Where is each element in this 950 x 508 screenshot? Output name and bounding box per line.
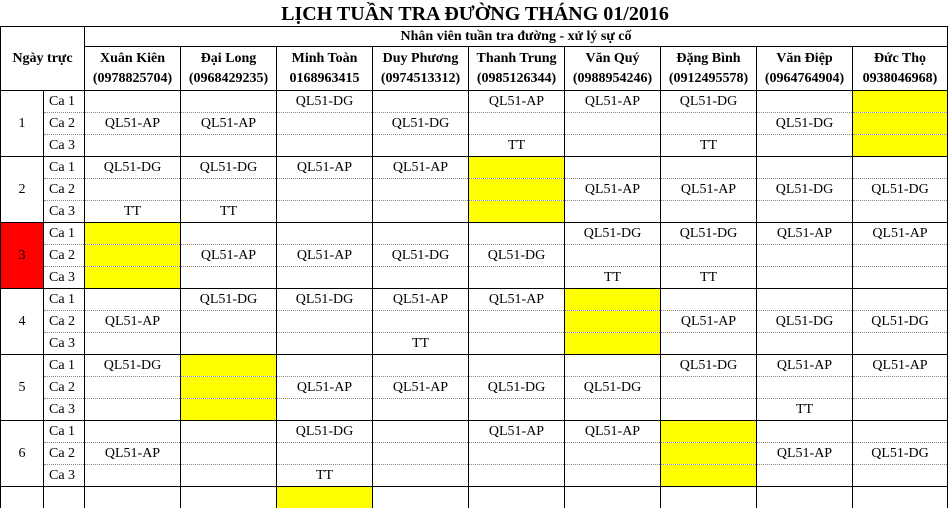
schedule-cell xyxy=(853,91,948,113)
schedule-cell: QL51-AP xyxy=(373,289,469,311)
schedule-cell xyxy=(277,135,373,157)
schedule-cell xyxy=(373,421,469,443)
schedule-cell xyxy=(469,201,565,223)
staff-phone: (0968429235) xyxy=(181,69,276,89)
schedule-cell xyxy=(565,333,661,355)
schedule-cell: QL51-AP xyxy=(661,311,757,333)
staff-group-header: Nhân viên tuần tra đường - xử lý sự cố xyxy=(85,27,948,47)
table-row xyxy=(1,421,948,443)
schedule-cell: QL51-DG xyxy=(469,377,565,399)
shift-label: Ca 1 xyxy=(44,223,85,245)
schedule-cell xyxy=(181,179,277,201)
partial-cell xyxy=(1,487,44,508)
schedule-cell xyxy=(757,421,853,443)
schedule-cell xyxy=(277,179,373,201)
schedule-cell xyxy=(85,91,181,113)
schedule-cell xyxy=(85,179,181,201)
schedule-cell xyxy=(757,289,853,311)
schedule-cell xyxy=(85,245,181,267)
schedule-cell: QL51-DG xyxy=(661,223,757,245)
schedule-cell: QL51-DG xyxy=(277,91,373,113)
schedule-cell xyxy=(853,377,948,399)
staff-header xyxy=(757,47,853,91)
shift-label: Ca 1 xyxy=(44,421,85,443)
schedule-cell: TT xyxy=(373,333,469,355)
schedule-cell xyxy=(181,267,277,289)
schedule-cell: QL51-DG xyxy=(853,179,948,201)
schedule-cell xyxy=(661,443,757,465)
schedule-cell: QL51-AP xyxy=(277,157,373,179)
table-row xyxy=(1,245,948,267)
schedule-cell: QL51-DG xyxy=(469,245,565,267)
schedule-cell xyxy=(853,333,948,355)
schedule-cell xyxy=(853,201,948,223)
schedule-cell: QL51-DG xyxy=(181,157,277,179)
schedule-cell xyxy=(277,355,373,377)
table-row xyxy=(1,113,948,135)
schedule-cell xyxy=(373,465,469,487)
schedule-cell xyxy=(181,223,277,245)
staff-name: Thanh Trung xyxy=(469,49,564,69)
schedule-cell xyxy=(277,113,373,135)
staff-name: Văn Điệp xyxy=(757,49,852,69)
schedule-cell xyxy=(277,399,373,421)
table-row xyxy=(1,201,948,223)
partial-cell xyxy=(373,487,469,508)
schedule-table xyxy=(0,26,948,508)
schedule-cell xyxy=(757,333,853,355)
schedule-cell xyxy=(85,465,181,487)
schedule-cell xyxy=(565,157,661,179)
schedule-cell: QL51-DG xyxy=(277,289,373,311)
schedule-cell xyxy=(181,377,277,399)
schedule-cell xyxy=(757,267,853,289)
shift-label: Ca 3 xyxy=(44,333,85,355)
schedule-cell xyxy=(853,399,948,421)
schedule-cell: QL51-DG xyxy=(661,91,757,113)
schedule-cell xyxy=(277,311,373,333)
shift-label: Ca 3 xyxy=(44,399,85,421)
schedule-cell: QL51-AP xyxy=(757,443,853,465)
schedule-cell: TT xyxy=(277,465,373,487)
schedule-cell: QL51-DG xyxy=(85,157,181,179)
staff-header xyxy=(85,47,181,91)
schedule-cell xyxy=(661,289,757,311)
shift-label: Ca 3 xyxy=(44,465,85,487)
schedule-cell xyxy=(85,377,181,399)
schedule-cell: TT xyxy=(565,267,661,289)
table-row xyxy=(1,267,948,289)
staff-header xyxy=(565,47,661,91)
schedule-cell xyxy=(565,245,661,267)
schedule-cell: QL51-AP xyxy=(565,91,661,113)
staff-name: Đức Thọ xyxy=(853,49,947,69)
schedule-cell: QL51-AP xyxy=(277,245,373,267)
schedule-cell xyxy=(373,91,469,113)
staff-phone: (0964764904) xyxy=(757,69,852,89)
table-row xyxy=(1,179,948,201)
table-row-partial xyxy=(1,487,948,508)
partial-cell xyxy=(44,487,85,508)
shift-label: Ca 3 xyxy=(44,201,85,223)
staff-header xyxy=(277,47,373,91)
schedule-cell xyxy=(373,135,469,157)
schedule-cell xyxy=(85,267,181,289)
schedule-cell: TT xyxy=(661,267,757,289)
schedule-cell xyxy=(181,355,277,377)
shift-label: Ca 2 xyxy=(44,245,85,267)
staff-name: Đại Long xyxy=(181,49,276,69)
schedule-cell xyxy=(853,267,948,289)
schedule-cell xyxy=(469,157,565,179)
schedule-cell xyxy=(565,289,661,311)
table-row xyxy=(1,399,948,421)
schedule-cell xyxy=(661,113,757,135)
shift-label: Ca 2 xyxy=(44,311,85,333)
page-title: LỊCH TUẦN TRA ĐƯỜNG THÁNG 01/2016 xyxy=(0,0,950,26)
schedule-cell: QL51-AP xyxy=(565,179,661,201)
schedule-cell xyxy=(757,201,853,223)
schedule-cell xyxy=(181,399,277,421)
staff-header xyxy=(181,47,277,91)
schedule-cell xyxy=(181,333,277,355)
schedule-cell: QL51-DG xyxy=(853,443,948,465)
schedule-cell xyxy=(853,421,948,443)
schedule-cell: QL51-DG xyxy=(565,223,661,245)
staff-phone: 0938046968) xyxy=(853,69,947,89)
staff-name: Văn Quý xyxy=(565,49,660,69)
schedule-cell xyxy=(277,267,373,289)
schedule-cell: TT xyxy=(85,201,181,223)
schedule-cell xyxy=(853,157,948,179)
schedule-cell: QL51-AP xyxy=(85,113,181,135)
schedule-cell: QL51-AP xyxy=(277,377,373,399)
schedule-cell: QL51-AP xyxy=(853,223,948,245)
table-row xyxy=(1,311,948,333)
schedule-cell xyxy=(277,223,373,245)
schedule-cell xyxy=(469,113,565,135)
partial-cell xyxy=(181,487,277,508)
table-row xyxy=(1,333,948,355)
schedule-cell xyxy=(469,355,565,377)
schedule-cell xyxy=(469,179,565,201)
schedule-cell xyxy=(85,333,181,355)
schedule-cell xyxy=(469,311,565,333)
partial-cell xyxy=(853,487,948,508)
schedule-cell: QL51-DG xyxy=(565,377,661,399)
schedule-cell xyxy=(181,91,277,113)
shift-label: Ca 1 xyxy=(44,91,85,113)
staff-phone: (0978825704) xyxy=(85,69,180,89)
schedule-cell: QL51-DG xyxy=(277,421,373,443)
schedule-cell xyxy=(373,201,469,223)
staff-header xyxy=(373,47,469,91)
schedule-cell xyxy=(661,333,757,355)
schedule-cell xyxy=(373,267,469,289)
schedule-cell xyxy=(661,465,757,487)
schedule-cell xyxy=(277,201,373,223)
shift-label: Ca 2 xyxy=(44,377,85,399)
table-row xyxy=(1,443,948,465)
schedule-cell: QL51-DG xyxy=(181,289,277,311)
shift-label: Ca 2 xyxy=(44,443,85,465)
schedule-cell xyxy=(661,377,757,399)
schedule-cell: TT xyxy=(661,135,757,157)
schedule-cell xyxy=(181,135,277,157)
schedule-cell xyxy=(661,157,757,179)
schedule-cell xyxy=(757,465,853,487)
schedule-cell xyxy=(853,135,948,157)
schedule-cell: QL51-AP xyxy=(469,421,565,443)
schedule-cell xyxy=(565,355,661,377)
schedule-cell: QL51-DG xyxy=(757,179,853,201)
schedule-cell xyxy=(565,399,661,421)
schedule-cell xyxy=(181,465,277,487)
schedule-cell xyxy=(469,333,565,355)
schedule-cell: QL51-DG xyxy=(853,311,948,333)
schedule-cell xyxy=(373,179,469,201)
staff-header xyxy=(661,47,757,91)
shift-label: Ca 3 xyxy=(44,267,85,289)
schedule-cell: QL51-DG xyxy=(373,245,469,267)
schedule-cell xyxy=(565,465,661,487)
schedule-cell xyxy=(565,201,661,223)
schedule-cell: QL51-DG xyxy=(661,355,757,377)
schedule-cell: TT xyxy=(181,201,277,223)
staff-name: Xuân Kiên xyxy=(85,49,180,69)
staff-name: Duy Phương xyxy=(373,49,468,69)
partial-cell xyxy=(469,487,565,508)
schedule-cell: QL51-AP xyxy=(181,245,277,267)
schedule-cell xyxy=(853,245,948,267)
schedule-cell xyxy=(85,421,181,443)
day-number: 2 xyxy=(1,157,44,223)
schedule-cell xyxy=(469,465,565,487)
schedule-cell xyxy=(469,399,565,421)
schedule-cell: QL51-AP xyxy=(757,355,853,377)
schedule-cell xyxy=(373,355,469,377)
shift-label: Ca 1 xyxy=(44,355,85,377)
staff-header xyxy=(853,47,948,91)
partial-cell xyxy=(277,487,373,508)
schedule-cell xyxy=(565,135,661,157)
schedule-cell xyxy=(373,399,469,421)
schedule-cell xyxy=(373,311,469,333)
schedule-cell xyxy=(853,289,948,311)
schedule-cell xyxy=(469,223,565,245)
shift-label: Ca 3 xyxy=(44,135,85,157)
schedule-cell xyxy=(853,465,948,487)
schedule-cell xyxy=(181,311,277,333)
shift-label: Ca 1 xyxy=(44,289,85,311)
table-row xyxy=(1,289,948,311)
partial-cell xyxy=(565,487,661,508)
staff-phone: (0974513312) xyxy=(373,69,468,89)
schedule-cell xyxy=(277,333,373,355)
schedule-cell: QL51-AP xyxy=(757,223,853,245)
partial-cell xyxy=(757,487,853,508)
schedule-cell xyxy=(373,223,469,245)
staff-phone: 0168963415 xyxy=(277,69,372,89)
schedule-cell: QL51-AP xyxy=(373,157,469,179)
schedule-cell xyxy=(757,135,853,157)
schedule-cell xyxy=(373,443,469,465)
day-header: Ngày trực xyxy=(1,27,85,91)
schedule-cell xyxy=(661,399,757,421)
schedule-cell xyxy=(181,421,277,443)
partial-cell xyxy=(85,487,181,508)
schedule-cell: TT xyxy=(469,135,565,157)
schedule-cell: QL51-AP xyxy=(469,289,565,311)
schedule-cell: QL51-DG xyxy=(757,113,853,135)
schedule-cell: QL51-AP xyxy=(661,179,757,201)
table-row xyxy=(1,91,948,113)
shift-label: Ca 2 xyxy=(44,179,85,201)
schedule-cell: QL51-DG xyxy=(757,311,853,333)
schedule-cell: QL51-AP xyxy=(373,377,469,399)
table-row xyxy=(1,223,948,245)
schedule-cell: QL51-AP xyxy=(565,421,661,443)
schedule-cell xyxy=(661,245,757,267)
schedule-cell: TT xyxy=(757,399,853,421)
schedule-cell xyxy=(85,289,181,311)
schedule-cell xyxy=(757,91,853,113)
day-number: 1 xyxy=(1,91,44,157)
schedule-cell xyxy=(661,201,757,223)
staff-header xyxy=(469,47,565,91)
schedule-cell: QL51-DG xyxy=(85,355,181,377)
schedule-cell xyxy=(757,377,853,399)
table-row xyxy=(1,377,948,399)
day-number: 3 xyxy=(1,223,44,289)
schedule-cell: QL51-AP xyxy=(85,311,181,333)
schedule-cell xyxy=(85,135,181,157)
schedule-cell xyxy=(469,267,565,289)
day-number: 5 xyxy=(1,355,44,421)
staff-phone: (0988954246) xyxy=(565,69,660,89)
schedule-cell xyxy=(469,443,565,465)
schedule-cell: QL51-AP xyxy=(85,443,181,465)
table-row xyxy=(1,135,948,157)
schedule-cell xyxy=(565,113,661,135)
staff-phone: (0985126344) xyxy=(469,69,564,89)
day-number: 4 xyxy=(1,289,44,355)
schedule-cell: QL51-AP xyxy=(853,355,948,377)
schedule-cell xyxy=(277,443,373,465)
staff-phone: (0912495578) xyxy=(661,69,756,89)
staff-name: Đặng Bình xyxy=(661,49,756,69)
schedule-cell: QL51-AP xyxy=(469,91,565,113)
table-row xyxy=(1,157,948,179)
schedule-cell xyxy=(661,421,757,443)
schedule-cell xyxy=(565,311,661,333)
table-row xyxy=(1,355,948,377)
table-row xyxy=(1,465,948,487)
schedule-cell: QL51-DG xyxy=(373,113,469,135)
partial-cell xyxy=(661,487,757,508)
day-number: 6 xyxy=(1,421,44,487)
schedule-cell xyxy=(565,443,661,465)
schedule-cell xyxy=(757,245,853,267)
schedule-cell xyxy=(85,223,181,245)
shift-label: Ca 2 xyxy=(44,113,85,135)
schedule-cell: QL51-AP xyxy=(181,113,277,135)
staff-name: Minh Toàn xyxy=(277,49,372,69)
schedule-cell xyxy=(85,399,181,421)
shift-label: Ca 1 xyxy=(44,157,85,179)
schedule-cell xyxy=(757,157,853,179)
schedule-cell xyxy=(853,113,948,135)
schedule-cell xyxy=(181,443,277,465)
